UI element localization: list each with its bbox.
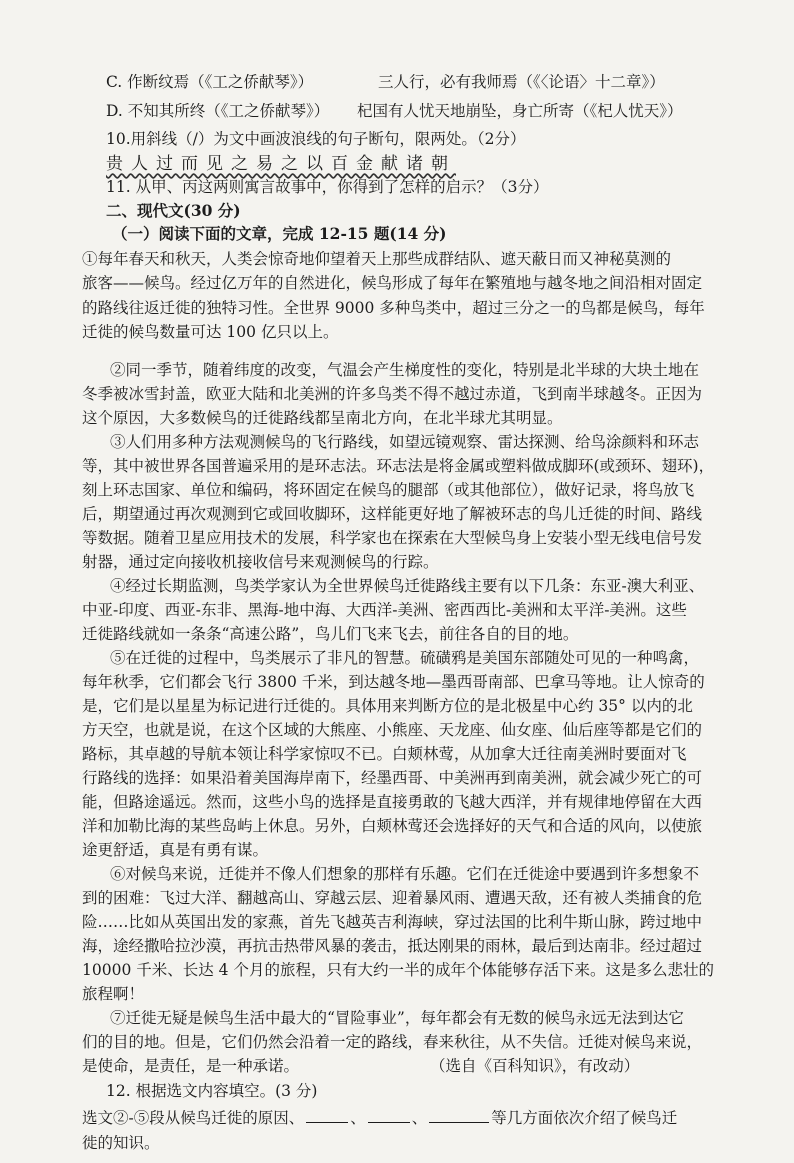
fill-prefix: 选文②-⑤段从候鸟迁徙的原因、 — [82, 1109, 305, 1127]
p6-line: 10000 千米、长达 4 个月的旅程，只有大约一半的成年个体能够存活下来。这是多么悲壮的 — [82, 961, 714, 979]
p6-line: ⑥对候鸟来说，迁徙并不像人们想象的那样有乐趣。它们在迁徙途中要遇到许多想象不 — [110, 865, 700, 883]
p1-line: 的路线往返迁徙的独特习性。全世界 9000 多种鸟类中，超过三分之一的鸟都是候鸟，每年 — [82, 299, 705, 317]
p3-line: 射器，通过定向接收机接收信号来观测候鸟的行踪。 — [82, 553, 439, 571]
question-11: 11. 从甲、丙这两则寓言故事中，你得到了怎样的启示？（3分） — [106, 178, 549, 196]
p5-line: 方天空，也就是说，在这个区域的大熊座、小熊座、天龙座、仙女座、仙后座等都是它们的 — [82, 721, 703, 739]
p4-line: 中亚-印度、西亚-东非、黑海-地中海、大西洋-美洲、密西西比-美洲和太平洋-美洲。这些 — [82, 601, 687, 619]
question-12-fill-end: 徙的知识。 — [82, 1134, 160, 1152]
section-heading: 二、现代文(30 分) — [106, 201, 241, 220]
p3-line: 刻上环志国家、单位和编码，将环固定在候鸟的腿部（或其他部位），做好记录，将鸟放飞 — [82, 481, 695, 499]
question-10: 10.用斜线（/）为文中画波浪线的句子断句，限两处。（2分） — [106, 130, 526, 148]
fill-separator: 、 — [350, 1109, 366, 1127]
fill-separator: 、 — [411, 1109, 428, 1127]
p7-line: 们的目的地。但是，它们仍然会沿着一定的路线，春来秋往，从不失信。迁徙对候鸟来说， — [82, 1033, 703, 1051]
p1-line: ①每年春天和秋天，人类会惊奇地仰望着天上那些成群结队、遮天蔽日而又神秘莫测的 — [82, 250, 672, 268]
p1-line: 旅客——候鸟。经过亿万年的自然进化，候鸟形成了每年在繁殖地与越冬地之间沿相对固定 — [82, 274, 703, 292]
p5-line: 途更舒适，真是有勇有谋。 — [82, 841, 269, 859]
answer-blank-2[interactable] — [368, 1106, 410, 1123]
p5-line: 路标，其卓越的导航本领让科学家惊叹不已。白颊林莺，从加拿大迁往南美洲时要面对飞 — [82, 745, 687, 763]
answer-blank-3[interactable] — [429, 1106, 489, 1123]
fill-suffix: 等几方面依次介绍了候鸟迁 — [491, 1109, 678, 1127]
p4-line: ④经过长期监测，鸟类学家认为全世界候鸟迁徙路线主要有以下几条：东亚-澳大利亚、 — [110, 577, 705, 595]
p6-line: 险……比如从英国出发的家燕，首先飞越英吉利海峡，穿过法国的比利牛斯山脉，跨过地中 — [82, 913, 703, 931]
choice-c-left: C. 作断纹焉（《工之侨献琴》） — [106, 73, 314, 91]
question-12: 12. 根据选文内容填空。(3 分) — [106, 1082, 318, 1100]
p5-line: 洋和加勒比海的某些岛屿上休息。另外，白颊林莺还会选择好的天气和合适的风向，以使旅 — [82, 817, 703, 835]
p3-line: 等，其中被世界各国普遍采用的是环志法。环志法是将金属或塑料做成脚环(或颈环、翅环)， — [82, 457, 715, 475]
answer-blank-1[interactable] — [306, 1106, 348, 1123]
p2-line: ②同一季节，随着纬度的改变，气温会产生梯度性的变化，特别是北半球的大块土地在 — [110, 361, 700, 379]
subsection-heading: （一）阅读下面的文章，完成 12-15 题(14 分) — [112, 224, 447, 243]
question-12-fill — [82, 1106, 677, 1130]
p6-line: 海，途经撒哈拉沙漠，再抗击热带风暴的袭击，抵达刚果的雨林，最后到达南非。经过超过 — [82, 937, 703, 955]
p6-line: 到的困难：飞过大洋、翻越高山、穿越云层、迎着暴风雨、遭遇天敌，还有被人类捕食的危 — [82, 889, 703, 907]
p5-line: 能，但路途遥远。然而，这些小鸟的选择是直接勇敢的飞越大西洋，并有规律地停留在大西 — [82, 793, 703, 811]
wavy-sentence: 贵人过而见之易之以百金献诸朝 — [106, 154, 456, 174]
p1-line: 迁徙的候鸟数量可达 100 亿只以上。 — [82, 323, 339, 341]
p3-line: ③人们用多种方法观测候鸟的飞行路线，如望远镜观察、雷达探测、给鸟涂颜料和环志 — [110, 433, 700, 451]
p2-line: 这个原因，大多数候鸟的迁徙路线都呈南北方向，在北半球尤其明显。 — [82, 409, 563, 427]
p6-line: 旅程啊！ — [82, 985, 145, 1003]
choice-d-left: D. 不知其所终（《工之侨献琴》） — [106, 102, 330, 120]
article-source: （选自《百科知识》，有改动） — [430, 1057, 640, 1075]
p5-line: ⑤在迁徙的过程中，鸟类展示了非凡的智慧。硫磺鸦是美国东部随处可见的一种鸣禽， — [110, 649, 700, 667]
p5-line: 每年秋季，它们都会飞行 3800 千米，到达越冬地—墨西哥南部、巴拿马等地。让人惊奇的 — [82, 673, 705, 691]
p7-line: ⑦迁徙无疑是候鸟生活中最大的“冒险事业”，每年都会有无数的候鸟永远无法到达它 — [110, 1009, 684, 1027]
p4-line: 迁徙路线就如一条条“高速公路”，鸟儿们飞来飞去，前往各自的目的地。 — [82, 625, 579, 643]
p5-line: 是，它们是以星星为标记进行迁徙的。具体用来判断方位的是北极星中心约 35° 以内的北 — [82, 697, 693, 715]
choice-c-right: 三人行，必有我师焉（《〈论语〉十二章》） — [378, 73, 665, 91]
p3-line: 后，期望通过再次观测到它或回收脚环，这样能更好地了解被环志的鸟儿迁徙的时间、路线 — [82, 505, 703, 523]
p5-line: 行路线的选择：如果沿着美国海岸南下，经墨西哥、中美洲再到南美洲，就会减少死亡的可 — [82, 769, 703, 787]
p3-line: 等数据。随着卫星应用技术的发展，科学家也在探索在大型候鸟身上安装小型无线电信号发 — [82, 529, 703, 547]
choice-d-right: 杞国有人忧天地崩坠，身亡所寄（《杞人忧天》） — [357, 102, 683, 120]
p2-line: 冬季被冰雪封盖，欧亚大陆和北美洲的许多鸟类不得不越过赤道，飞到南半球越冬。正因为 — [82, 385, 703, 403]
p7-line: 是使命，是责任，是一种承诺。 — [82, 1057, 300, 1075]
